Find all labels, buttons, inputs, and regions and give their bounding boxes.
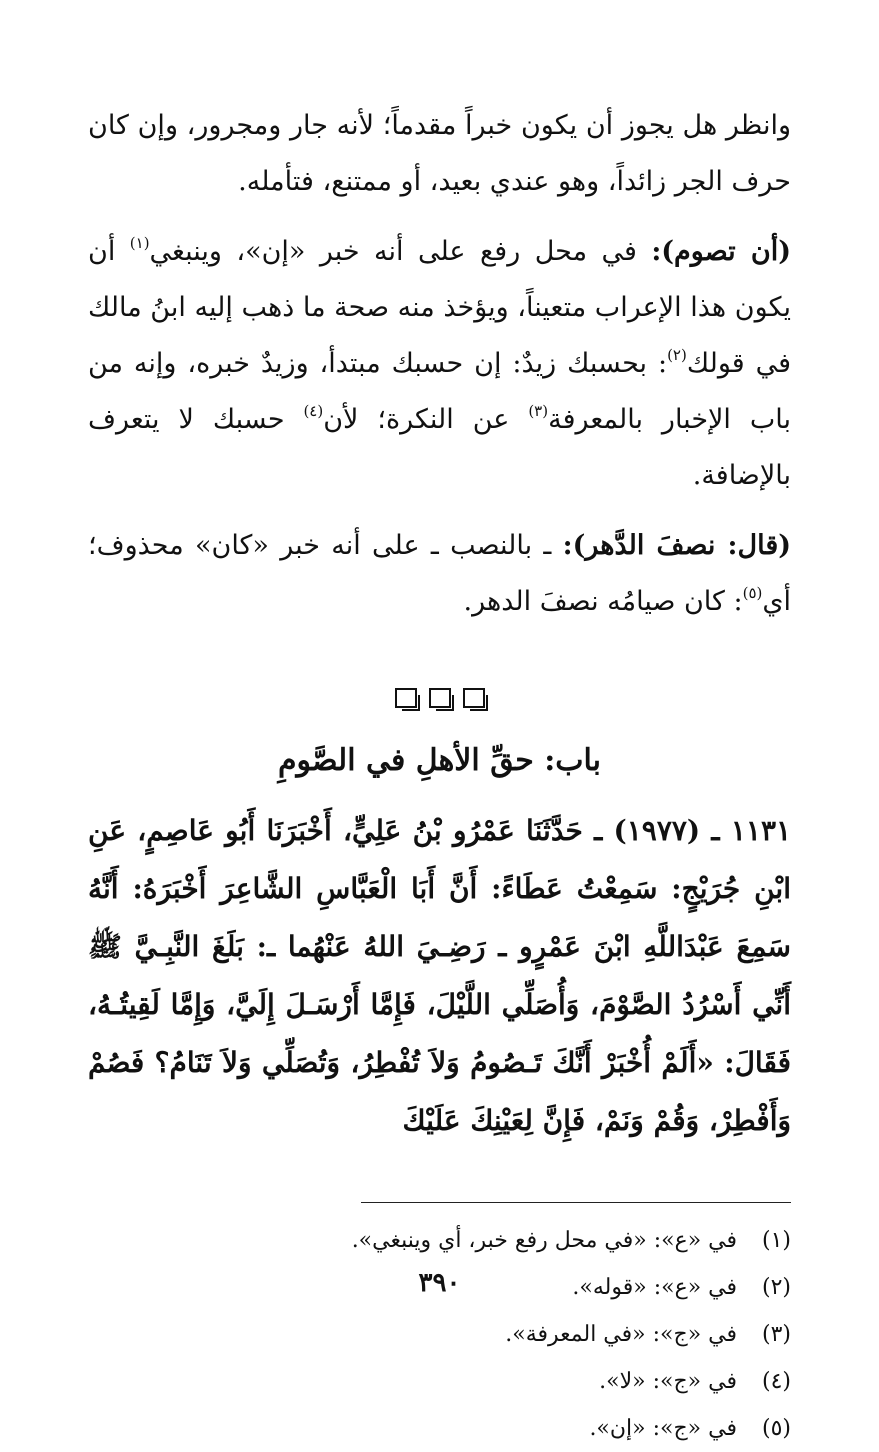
paragraph-3-part-1: ـ بالنصب ـ على أنه خبر «كان» محذوف؛ أي bbox=[88, 530, 791, 617]
paragraph-2-part-2: أن يكون هذا الإعراب متعيناً، ويؤخذ منه صحة ما ذهب إليه ابنُ مالك في قولك bbox=[88, 236, 791, 379]
hadith-text: ١١٣١ ـ (١٩٧٧) ـ حَدَّثَنَا عَمْرُو بْنُ عَلِيٍّ، أَخْبَرَنَا أَبُو عَاصِمٍ، عَنِ ابْنِ جُرَيْجٍ: سَمِعْتُ عَطَاءً: أَنَّ أَبَا الْعَبَّاسِ الشَّاعِرَ أَخْبَرَهُ: أَنَّهُ سَمِعَ عَبْدَاللَّهِ ابْنَ عَمْرٍو ـ رَضِـيَ اللهُ عَنْهُما ـ: بَلَغَ النَّبِـيَّ ﷺ أَنِّي أَسْرُدُ الصَّوْمَ، وَأُصَلِّي اللَّيْلَ، فَإِمَّا أَرْسَـلَ إِلَيَّ، وَإِمَّا لَقِيتُـهُ، فَقَالَ: «أَلَمْ أُخْبَرْ أَنَّكَ تَـصُومُ وَلاَ تُفْطِرُ، وَتُصَلِّي وَلاَ تَنَامُ؟ فَصُمْ وَأَفْطِرْ، وَقُمْ وَنَمْ، فَإِنَّ لِعَيْنِكَ عَلَيْكَ bbox=[88, 814, 792, 1137]
footnote-number: (٢) bbox=[761, 1275, 791, 1300]
page-number: ٣٩٠ bbox=[418, 1268, 461, 1298]
section-divider bbox=[88, 688, 791, 708]
paragraph-3-part-2: : كان صيامُه نصفَ الدهر. bbox=[463, 586, 743, 617]
paragraph-3-lead: (قال: نصفَ الدَّهر): bbox=[562, 530, 791, 561]
footnote-number: (٣) bbox=[761, 1322, 791, 1347]
footnote-ref-5: (٥) bbox=[742, 584, 763, 602]
footnote-item bbox=[88, 1358, 791, 1405]
paragraph-1 bbox=[88, 98, 791, 210]
paragraph-2-part-4: عن النكرة؛ لأن bbox=[323, 404, 529, 435]
footnote-ref-1: (١) bbox=[129, 234, 150, 252]
footnote-text: في «ع»: «قوله». bbox=[572, 1275, 737, 1300]
paragraph-2-part-5: حسبك لا يتعرف بالإضافة. bbox=[88, 404, 791, 491]
paragraph-2-part-1: في محل رفع على أنه خبر «إن»، وينبغي bbox=[149, 236, 652, 267]
square-ornament-icon bbox=[463, 688, 485, 708]
footnote-text: في «ع»: «في محل رفع خبر، أي وينبغي». bbox=[351, 1228, 737, 1253]
footnote-number: (٤) bbox=[761, 1369, 791, 1394]
footnote-item bbox=[88, 1217, 791, 1264]
chapter-heading bbox=[88, 736, 791, 786]
chapter-label: باب bbox=[555, 743, 602, 778]
paragraph-2-part-3: : بحسبك زيدٌ: إن حسبك مبتدأ، وزيدٌ خبره، وإنه من باب الإخبار بالمعرفة bbox=[88, 348, 791, 435]
footnote-ref-3: (٣) bbox=[528, 402, 549, 420]
paragraph-2-lead: (أن تصوم): bbox=[651, 236, 792, 267]
footnote-text: في «ج»: «في المعرفة». bbox=[505, 1322, 737, 1347]
paragraph-3 bbox=[88, 518, 791, 630]
chapter-title: : حقِّ الأهلِ في الصَّومِ bbox=[277, 743, 556, 778]
paragraph-1-text: وانظر هل يجوز أن يكون خبراً مقدماً؛ لأنه جار ومجرور، وإن كان حرف الجر زائداً، وهو عندي بعيد، أو ممتنع، فتأمله. bbox=[88, 110, 791, 197]
footnotes-list bbox=[88, 1217, 791, 1452]
footnote-number: (١) bbox=[761, 1228, 791, 1253]
footnote-number: (٥) bbox=[761, 1416, 791, 1441]
footnote-ref-4: (٤) bbox=[303, 402, 324, 420]
square-ornament-icon bbox=[429, 688, 451, 708]
footnote-item bbox=[88, 1405, 791, 1452]
square-ornament-icon bbox=[395, 688, 417, 708]
footnote-separator bbox=[361, 1202, 791, 1203]
footnote-ref-2: (٢) bbox=[667, 346, 687, 364]
footnote-text: في «ج»: «لا». bbox=[599, 1369, 737, 1394]
footnote-item bbox=[88, 1311, 791, 1358]
footnote-text: في «ج»: «إن». bbox=[589, 1416, 737, 1441]
paragraph-2 bbox=[88, 224, 791, 504]
